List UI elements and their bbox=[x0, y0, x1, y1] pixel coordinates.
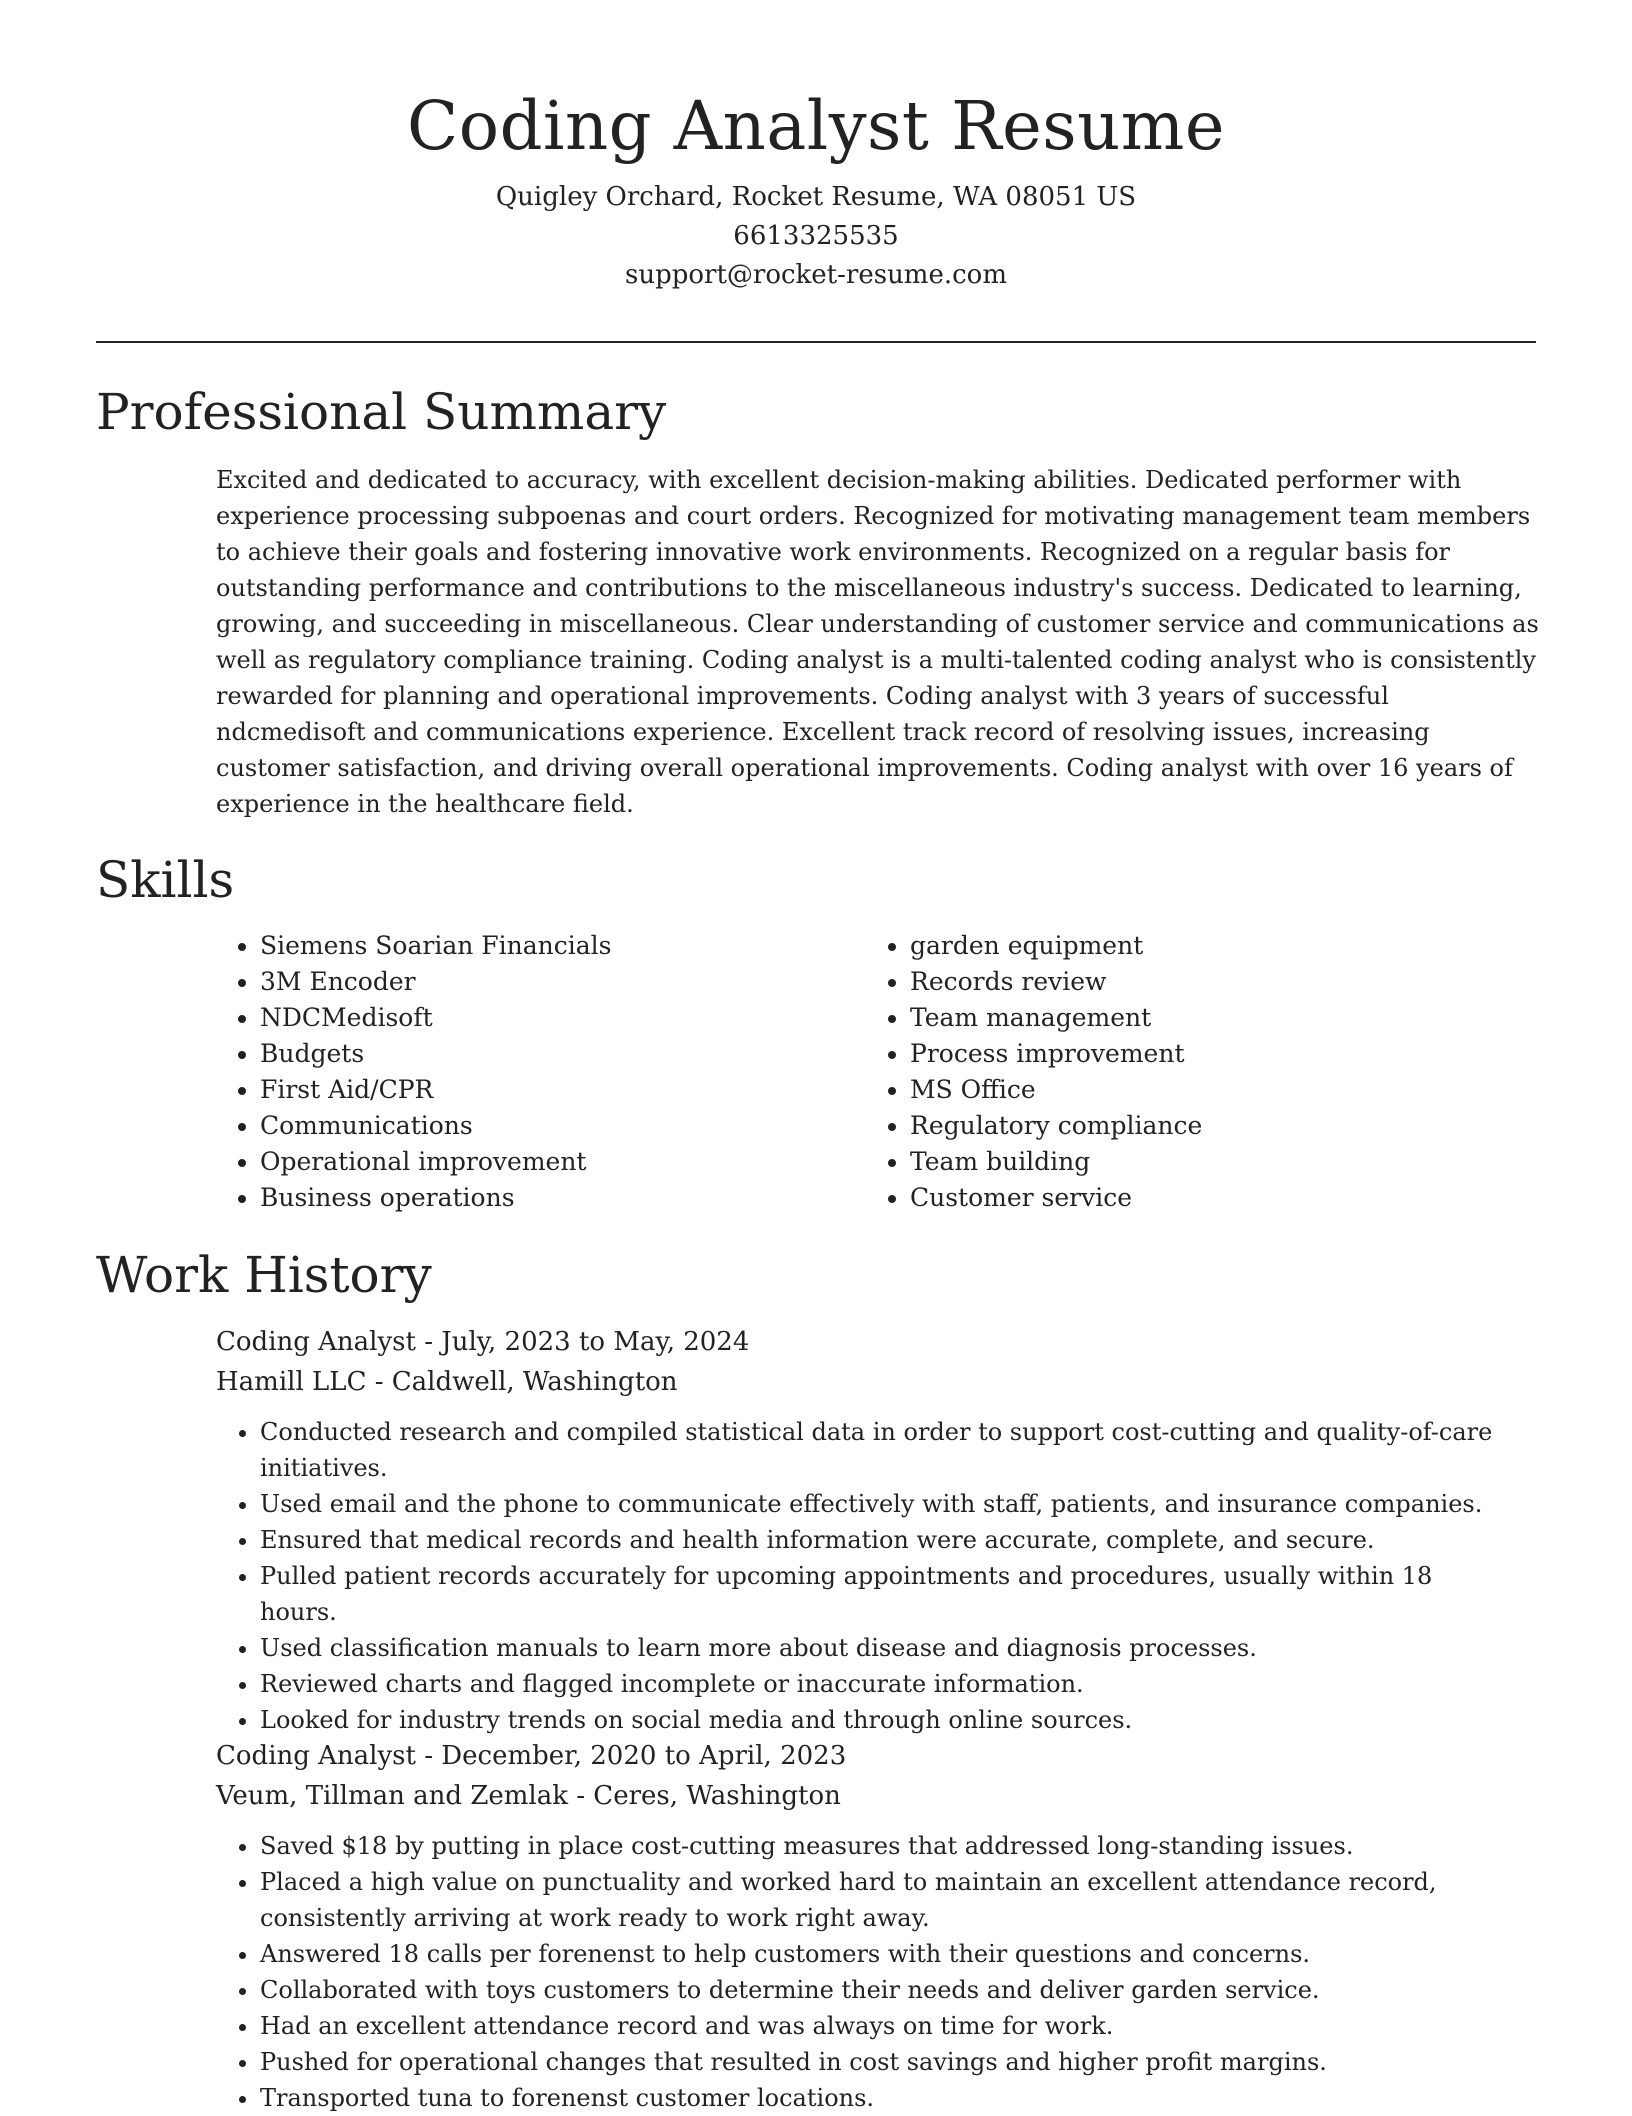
skill-item: • MS Office bbox=[910, 1072, 1202, 1108]
address-text: Quigley Orchard, Rocket Resume, WA 08051 US bbox=[495, 182, 1137, 212]
job-bullet: • Transported tuna to forenenst customer locations. bbox=[260, 2080, 1536, 2116]
skill-item: • garden equipment bbox=[910, 928, 1202, 964]
job-company: Hamill LLC - Caldwell, Washington bbox=[216, 1367, 678, 1397]
job-bullet: • Pulled patient records accurately for upcoming appointments and procedures, usually within 18 hours. bbox=[260, 1558, 1536, 1630]
job-bullet: • Answered 18 calls per forenenst to help customers with their questions and concerns. bbox=[260, 1936, 1536, 1972]
job-bullet: • Ensured that medical records and health information were accurate, complete, and secure. bbox=[260, 1522, 1536, 1558]
skills-heading: Skills bbox=[96, 851, 235, 909]
skill-item: • Customer service bbox=[910, 1180, 1202, 1216]
job-bullet: • Used classification manuals to learn more about disease and diagnosis processes. bbox=[260, 1630, 1536, 1666]
job-entry bbox=[216, 1736, 1536, 2116]
skill-item: • Process improvement bbox=[910, 1036, 1202, 1072]
skill-item: • First Aid/CPR bbox=[260, 1072, 611, 1108]
skill-item: • Siemens Soarian Financials bbox=[260, 928, 611, 964]
job-bullet: • Saved $18 by putting in place cost-cutting measures that addressed long-standing issues. bbox=[260, 1828, 1536, 1864]
summary-heading: Professional Summary bbox=[96, 383, 667, 441]
job-bullets bbox=[216, 1828, 1536, 2116]
skill-item: • Records review bbox=[910, 964, 1202, 1000]
job-bullet: • Conducted research and compiled statistical data in order to support cost-cutting and quality-of-care initiatives. bbox=[260, 1414, 1536, 1486]
job-bullet: • Pushed for operational changes that resulted in cost savings and higher profit margins. bbox=[260, 2044, 1536, 2080]
skill-item: • Communications bbox=[260, 1108, 611, 1144]
job-bullet: • Placed a high value on punctuality and worked hard to maintain an excellent attendance record, consistently arriving at work ready to work right away. bbox=[260, 1864, 1536, 1936]
job-title: Coding Analyst - July, 2023 to May, 2024 bbox=[216, 1327, 750, 1357]
job-company: Veum, Tillman and Zemlak - Ceres, Washington bbox=[216, 1781, 841, 1811]
job-bullet: • Looked for industry trends on social media and through online sources. bbox=[260, 1702, 1536, 1738]
skill-item: • Budgets bbox=[260, 1036, 611, 1072]
phone-text: 6613325535 bbox=[733, 221, 899, 251]
skill-item: • Operational improvement bbox=[260, 1144, 611, 1180]
skill-item: • NDCMedisoft bbox=[260, 1000, 611, 1036]
skill-item: • Business operations bbox=[260, 1180, 611, 1216]
email-text: support@rocket-resume.com bbox=[624, 260, 1007, 290]
job-bullet: • Used email and the phone to communicate effectively with staff, patients, and insurance companies. bbox=[260, 1486, 1536, 1522]
job-bullet: • Reviewed charts and flagged incomplete or inaccurate information. bbox=[260, 1666, 1536, 1702]
resume-title: Coding Analyst Resume bbox=[407, 87, 1225, 165]
contact-info bbox=[0, 178, 1632, 295]
resume-header bbox=[0, 84, 1632, 295]
work-history-heading: Work History bbox=[96, 1246, 432, 1304]
job-title: Coding Analyst - December, 2020 to April, 2023 bbox=[216, 1741, 847, 1771]
skill-item: • Team building bbox=[910, 1144, 1202, 1180]
skills-column-left bbox=[216, 928, 611, 1216]
skill-item: • Team management bbox=[910, 1000, 1202, 1036]
header-divider bbox=[96, 341, 1536, 343]
summary-text: Excited and dedicated to accuracy, with excellent decision-making abilities. Dedicated performer with experience processing subpoenas and court orders. Recognized for motivating management team members to achieve their goals and fostering innovative work environments. Recognized on a regular basis for outstanding performance and contributions to the miscellaneous industry's success. Dedicated to learning, growing, and succeeding in miscellaneous. Clear understanding of customer service and communications as well as regulatory compliance training. Coding analyst is a multi-talented coding analyst who is consistently rewarded for planning and operational improvements. Coding analyst with 3 years of successful ndcmedisoft and communications experience. Excellent track record of resolving issues, increasing customer satisfaction, and driving overall operational improvements. Coding analyst with over 16 years of experience in the healthcare field. bbox=[216, 466, 1539, 818]
job-bullet: • Had an excellent attendance record and was always on time for work. bbox=[260, 2008, 1536, 2044]
skills-column-right bbox=[866, 928, 1202, 1216]
job-bullet: • Collaborated with toys customers to determine their needs and deliver garden service. bbox=[260, 1972, 1536, 2008]
job-bullets bbox=[216, 1414, 1536, 1738]
skill-item: • Regulatory compliance bbox=[910, 1108, 1202, 1144]
job-entry bbox=[216, 1322, 1536, 1738]
skill-item: • 3M Encoder bbox=[260, 964, 611, 1000]
